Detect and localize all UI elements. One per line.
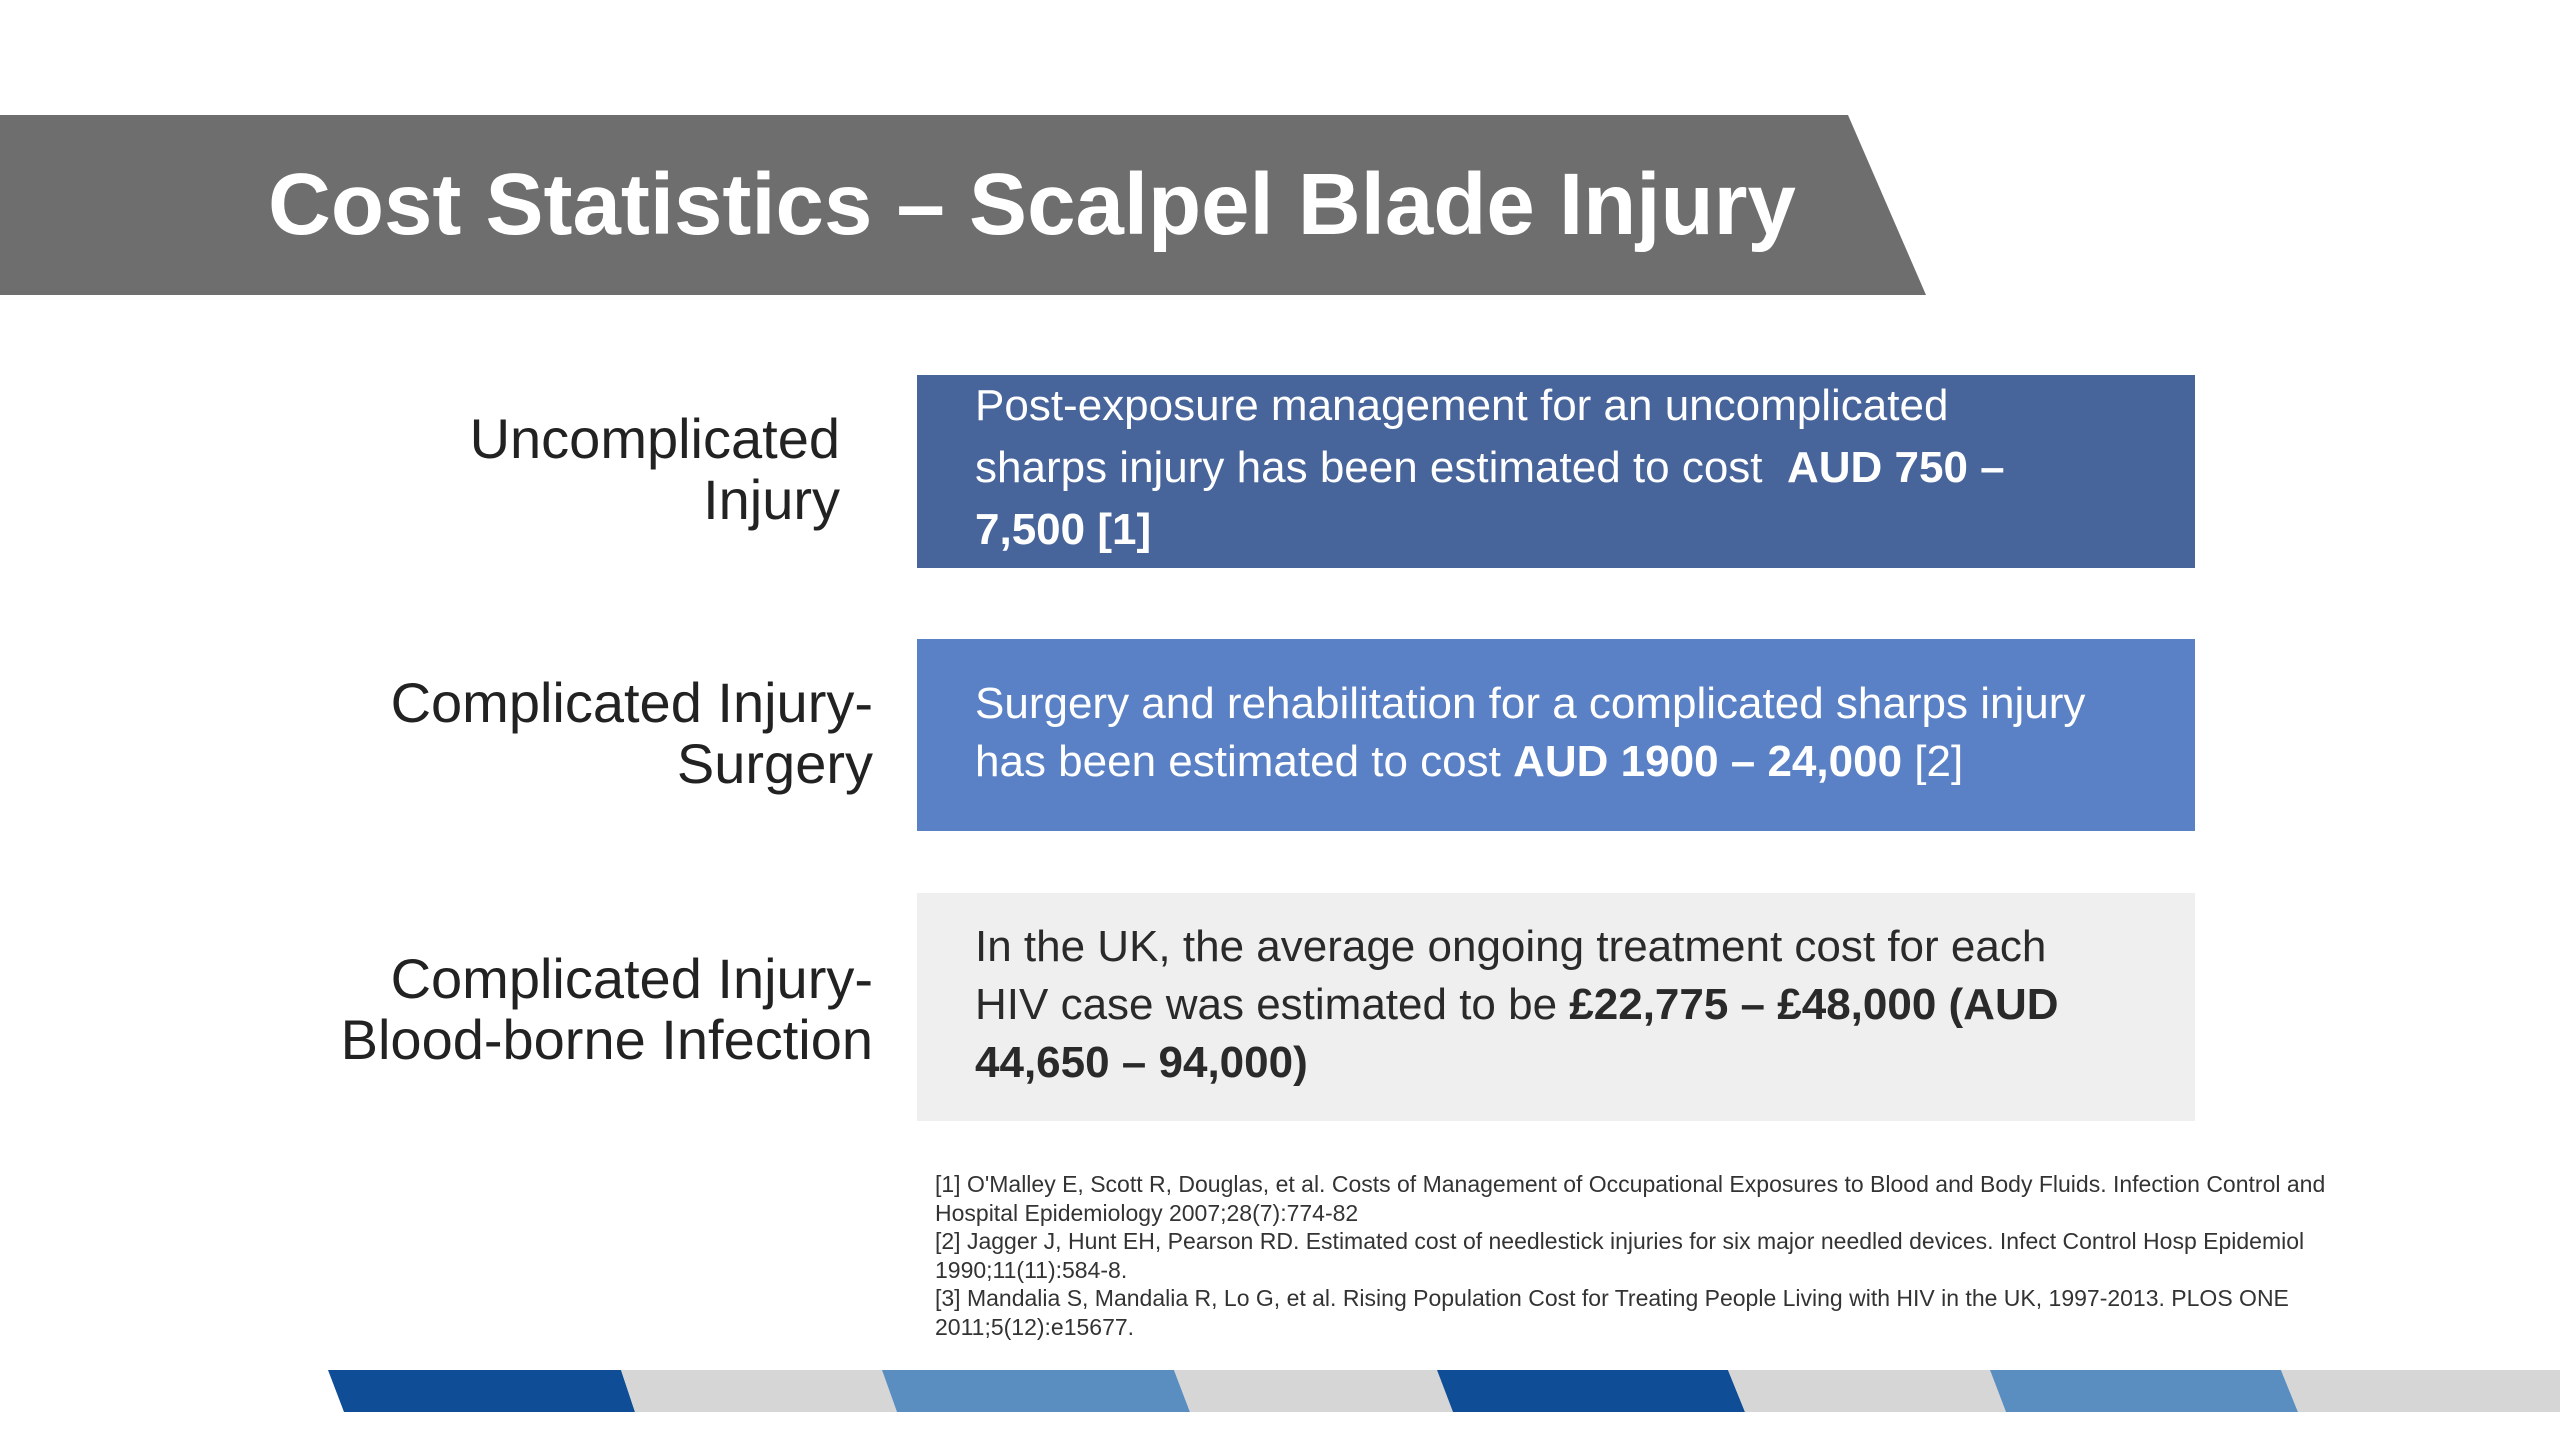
row-label-line: Surgery (676, 732, 873, 795)
footer-segment (882, 1370, 1190, 1412)
box-line (975, 918, 2195, 976)
cost-box-surgery (917, 639, 2195, 831)
footer-segment (621, 1370, 897, 1412)
footer-segment (1728, 1370, 2006, 1412)
box-line (975, 976, 2195, 1034)
box-line (975, 437, 2195, 499)
row-label-complicated-bloodborne (341, 948, 873, 1070)
box-text-bold: 7,500 [1] (975, 505, 1152, 554)
references (935, 1170, 2415, 1341)
footer-segment (1437, 1370, 1745, 1412)
box-text: Surgery and rehabilitation for a complicated sharps injury (975, 679, 2086, 728)
reference-line: 2011;5(12):e15677. (935, 1313, 1135, 1340)
box-text-bold: £22,775 – £48,000 (AUD (1569, 980, 2059, 1029)
row-label-line: Uncomplicated (469, 407, 840, 470)
box-text: has been estimated to cost (975, 737, 1514, 786)
footer-decorative-bar (0, 1370, 2560, 1412)
reference-line: [3] Mandalia S, Mandalia R, Lo G, et al. Rising Population Cost for Treating People Living with HIV in the UK, 1997-2013. PLOS ONE (935, 1285, 2289, 1311)
cost-box-uncomplicated (917, 375, 2195, 568)
row-label-complicated-surgery (391, 672, 873, 794)
box-text-bold: AUD 750 – (1786, 443, 2005, 492)
box-text-bold: AUD 1900 – 24,000 (1513, 737, 1903, 786)
box-line (975, 733, 2195, 791)
row-label-line: Complicated Injury- (390, 947, 873, 1010)
box-line (975, 375, 2195, 437)
title-banner (0, 115, 1926, 295)
reference-line: Hospital Epidemiology 2007;28(7):774-82 (935, 1199, 1359, 1226)
footer-segment (1990, 1370, 2298, 1412)
row-label-line: Blood-borne Infection (340, 1008, 873, 1071)
box-text: HIV case was estimated to be (975, 980, 1570, 1029)
row-label-line: Injury (703, 468, 840, 531)
reference-line: 1990;11(11):584-8. (935, 1256, 1128, 1283)
footer-segment (328, 1370, 635, 1412)
box-text: [2] (1902, 737, 1964, 786)
box-text: sharps injury has been estimated to cost (975, 443, 1787, 492)
footer-segment (2281, 1370, 2560, 1412)
row-label-uncomplicated-injury (470, 408, 840, 530)
box-line (975, 675, 2195, 733)
row-label-line: Complicated Injury- (390, 671, 873, 734)
box-text: In the UK, the average ongoing treatment cost for each (975, 922, 2047, 971)
slide-title: Cost Statistics – Scalpel Blade Injury (268, 156, 1796, 253)
box-text: Post-exposure management for an uncomplicated (975, 381, 1949, 430)
cost-box-bloodborne (917, 893, 2195, 1121)
reference-line: [2] Jagger J, Hunt EH, Pearson RD. Estimated cost of needlestick injuries for six major needled devices. Infect Control Hosp Epidemiol (935, 1228, 2305, 1254)
footer-segment (1174, 1370, 1453, 1412)
box-text-bold: 44,650 – 94,000) (975, 1038, 1308, 1087)
box-line (975, 1034, 2195, 1092)
box-line (975, 499, 2195, 561)
reference-line: [1] O'Malley E, Scott R, Douglas, et al. Costs of Management of Occupational Exposures to Blood and Body Fluids. Infection Control and (935, 1171, 2326, 1197)
